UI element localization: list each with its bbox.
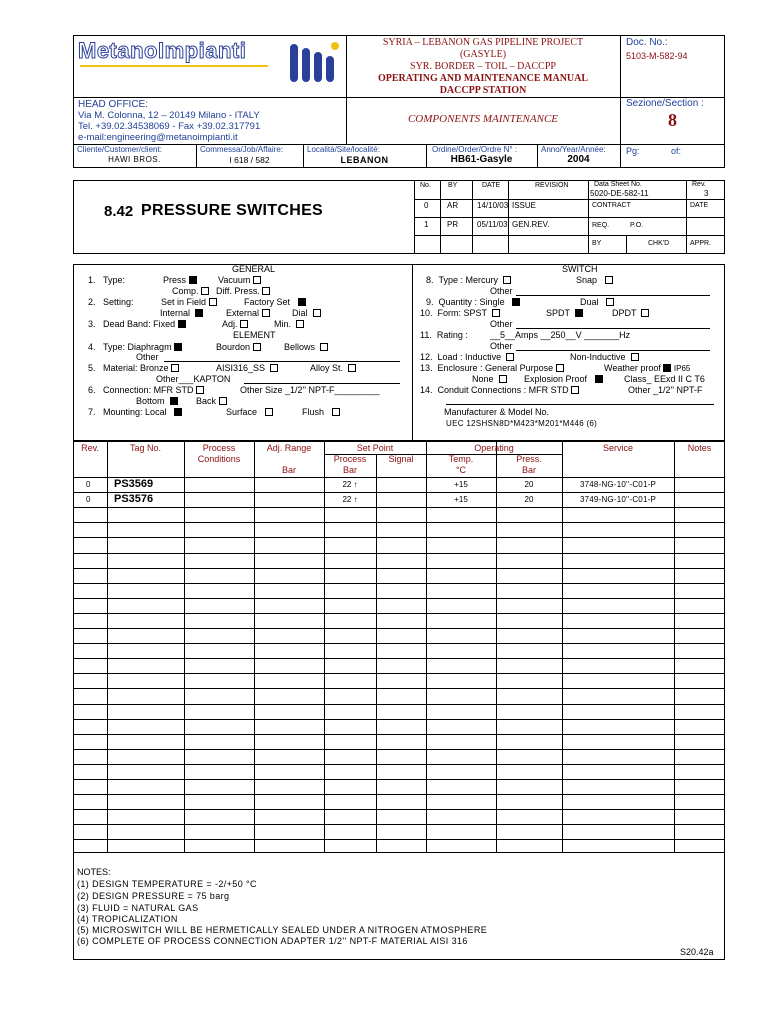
data-sheet-label: Data Sheet No. xyxy=(594,181,642,188)
press-checkbox[interactable] xyxy=(189,276,197,284)
external-checkbox[interactable] xyxy=(262,309,270,317)
spec-3-min: Min. xyxy=(274,320,304,329)
project-title-line3: SYR. BORDER – TOIL – DACCPP xyxy=(410,61,556,72)
spec-2: 2. Setting: xyxy=(88,297,134,307)
diaphragm-checkbox[interactable] xyxy=(174,343,182,351)
rev-col-revision: REVISION xyxy=(535,182,569,189)
spec-14-other: Other _1/2'' NPT-F xyxy=(628,385,703,395)
sheet-title-number: 8.42 xyxy=(104,203,134,220)
spec-13-explosion: Explosion Proof xyxy=(524,375,603,384)
general-heading: GENERAL xyxy=(232,264,276,274)
appr-label: APPR. xyxy=(690,240,712,247)
rev0-date: 14/10/03 xyxy=(477,201,509,210)
spec-6: 6. Connection: MFR STD xyxy=(88,386,204,395)
head-office-email: e-mail:engineering@metanoimpianti.it xyxy=(78,132,238,143)
rev-col-date: DATE xyxy=(482,182,501,189)
bronze-checkbox[interactable] xyxy=(171,364,179,372)
rev-value: 3 xyxy=(704,189,709,198)
grid-line xyxy=(73,522,725,523)
manufacturer-value: UEC 12SHSN8D*M423*M201*M446 (6) xyxy=(446,419,598,428)
grid-line xyxy=(73,477,725,478)
note-5: (5) MICROSWITCH WILL BE HERMETICALLY SEALED UNDER A NITROGEN ATMOSPHERE xyxy=(77,925,488,935)
spec-3-adj: Adj. xyxy=(222,320,248,329)
order-value: HB61-Gasyle xyxy=(450,154,513,165)
col-adj-header: Adj. Range xyxy=(266,443,312,453)
spec-13-class: Class_ EExd II C T6 xyxy=(624,374,705,384)
grid-line xyxy=(73,764,725,765)
doc-no-value: 5103-M-582-94 xyxy=(626,51,688,61)
spec-5-other: Other___KAPTON xyxy=(156,374,231,384)
form-code: S20.42a xyxy=(680,947,714,957)
grid-line xyxy=(73,779,725,780)
general-purpose-checkbox[interactable] xyxy=(556,364,564,372)
spec-4-bourdon: Bourdon xyxy=(216,343,261,352)
head-office-phone: Tel. +39.02.34538069 - Fax +39.02.317791 xyxy=(78,121,261,132)
factory-set-checkbox[interactable] xyxy=(298,298,306,306)
switch-heading: SWITCH xyxy=(562,264,598,274)
grid-line xyxy=(73,568,725,569)
spst-checkbox[interactable] xyxy=(492,309,500,317)
spec-2-dial: Dial xyxy=(292,309,321,318)
spec-5: 5. Material: Bronze xyxy=(88,364,179,373)
col-press-header: Press. xyxy=(516,454,542,464)
mfr-std-connection-checkbox[interactable] xyxy=(196,386,204,394)
spec-9: 9. Quantity : Single xyxy=(426,298,520,307)
spec-13: 13. Enclosure : General Purpose xyxy=(420,364,564,373)
rev0-revision: ISSUE xyxy=(512,201,537,210)
row2-rev: 0 xyxy=(86,495,91,504)
grid-line xyxy=(73,673,725,674)
notes-heading: NOTES: xyxy=(77,867,111,877)
doc-no-label: Doc. No.: xyxy=(626,37,668,48)
bellows-checkbox[interactable] xyxy=(320,343,328,351)
grid-line xyxy=(73,553,725,554)
spdt-checkbox[interactable] xyxy=(575,309,583,317)
weather-proof-checkbox[interactable] xyxy=(663,364,671,372)
grid-line xyxy=(73,658,725,659)
head-office-label: HEAD OFFICE: xyxy=(78,99,149,110)
spec-5-alloy: Alloy St. xyxy=(310,364,356,373)
note-4: (4) TROPICALIZATION xyxy=(77,914,178,924)
adj-checkbox[interactable] xyxy=(240,320,248,328)
row1-service: 3748-NG-10''-C01-P xyxy=(579,480,657,489)
grid-line xyxy=(73,688,725,689)
mfr-std-conduit-checkbox[interactable] xyxy=(571,386,579,394)
company-logo-icon xyxy=(286,38,344,86)
spec-14: 14. Conduit Connections : MFR STD xyxy=(420,386,579,395)
spec-8-other: Other xyxy=(490,286,513,296)
rev1-no: 1 xyxy=(424,220,429,229)
grid-line xyxy=(73,613,725,614)
inductive-checkbox[interactable] xyxy=(506,353,514,361)
spec-4-bellows: Bellows xyxy=(284,343,328,352)
col-rev-header: Rev. xyxy=(81,443,99,453)
notes-block xyxy=(73,853,725,960)
col-operating-header: Operating xyxy=(474,443,514,453)
non-inductive-checkbox[interactable] xyxy=(631,353,639,361)
po-label: P.O. xyxy=(630,222,644,229)
grid-line xyxy=(73,643,725,644)
rev1-date: 05/11/03 xyxy=(477,220,508,229)
rev0-by: AR xyxy=(447,201,459,210)
spec-11-other: Other xyxy=(490,341,513,351)
note-2: (2) DESIGN PRESSURE = 75 barg xyxy=(77,891,230,901)
spec-10-other: Other xyxy=(490,319,513,329)
page-of-label: of: xyxy=(671,146,682,156)
note-1: (1) DESIGN TEMPERATURE = -2/+50 °C xyxy=(77,879,257,889)
page-label: Pg: xyxy=(626,146,640,156)
dial-checkbox[interactable] xyxy=(313,309,321,317)
col-process-header: Process xyxy=(202,443,236,453)
chkd-label: CHK'D xyxy=(648,240,670,247)
row1-setpoint: 22 ↑ xyxy=(342,480,358,489)
dpdt-checkbox[interactable] xyxy=(641,309,649,317)
row2-temp: +15 xyxy=(454,495,468,504)
rev-col-by: BY xyxy=(448,182,458,189)
local-checkbox[interactable] xyxy=(174,408,182,416)
rev0-no: 0 xyxy=(424,201,429,210)
grid-line xyxy=(73,719,725,720)
spec-6-back: Back xyxy=(196,397,227,406)
grid-line xyxy=(73,809,725,810)
spec-5-aisi: AISI316_SS xyxy=(216,364,278,373)
col-notes-header: Notes xyxy=(687,443,712,453)
col-press-unit: Bar xyxy=(521,465,536,475)
spec-6-other: Other Size _1/2'' NPT-F_________ xyxy=(240,385,380,395)
row2-setpoint: 22 ↑ xyxy=(342,495,358,504)
alloy-checkbox[interactable] xyxy=(348,364,356,372)
vacuum-checkbox[interactable] xyxy=(253,276,261,284)
row1-press: 20 xyxy=(524,480,534,489)
col-service-header: Service xyxy=(602,443,633,453)
col-setpoint-process: Process xyxy=(333,454,367,464)
grid-line xyxy=(73,628,725,629)
mercury-checkbox[interactable] xyxy=(503,276,511,284)
site-label: Località/Site/localité: xyxy=(307,145,380,154)
col-tag-header: Tag No. xyxy=(129,443,162,453)
grid-line xyxy=(107,441,108,853)
section-value: 8 xyxy=(668,110,677,130)
grid-line xyxy=(73,507,725,508)
client-value: HAWI BROS. xyxy=(108,155,161,164)
grid-line xyxy=(73,749,725,750)
project-title-line4: OPERATING AND MAINTENANCE MANUAL xyxy=(377,73,589,84)
spec-8-snap: Snap xyxy=(576,276,613,285)
col-temp-unit: °C xyxy=(455,465,467,475)
spec-8: 8. Type : Mercury xyxy=(426,276,511,285)
spec-2-external: External xyxy=(226,309,270,318)
year-label: Anno/Year/Année: xyxy=(541,145,606,154)
req-label: REQ. xyxy=(592,222,610,229)
spec-13-weather: Weather proof IP65 xyxy=(604,363,691,373)
row2-service: 3749-NG-10''-C01-P xyxy=(579,495,657,504)
explosion-proof-checkbox[interactable] xyxy=(595,375,603,383)
spec-12-non-inductive: Non-Inductive xyxy=(570,353,639,362)
spec-2-field: Set in Field xyxy=(161,298,217,307)
spec-1-vacuum: Vacuum xyxy=(218,276,261,285)
manufacturer-label: Manufacturer & Model No. xyxy=(444,407,550,417)
row2-tag: PS3576 xyxy=(114,493,154,505)
sheet-title: PRESSURE SWITCHES xyxy=(141,202,324,219)
back-checkbox[interactable] xyxy=(219,397,227,405)
col-adj-bar: Bar xyxy=(281,465,296,475)
grid-line xyxy=(254,441,255,853)
rev-col-no: No. xyxy=(420,182,431,189)
head-office-address: Via M. Colonna, 12 – 20149 Milano - ITALY xyxy=(78,110,260,121)
dual-checkbox[interactable] xyxy=(606,298,614,306)
spec-4-other: Other xyxy=(136,352,159,362)
note-3: (3) FLUID = NATURAL GAS xyxy=(77,903,199,913)
comp-checkbox[interactable] xyxy=(201,287,209,295)
spec-6-bottom: Bottom xyxy=(136,397,178,406)
grid-line xyxy=(73,839,725,840)
logo-underline xyxy=(80,65,268,67)
grid-line xyxy=(73,583,725,584)
min-checkbox[interactable] xyxy=(296,320,304,328)
spec-7-flush: Flush xyxy=(302,408,340,417)
client-label: Cliente/Customer/client: xyxy=(77,145,162,154)
year-value: 2004 xyxy=(567,154,590,165)
order-label: Ordine/Order/Ordre N° : xyxy=(432,145,517,154)
grid-line xyxy=(73,704,725,705)
project-title-line2: (GASYLE) xyxy=(459,49,507,60)
by-label: BY xyxy=(592,240,602,247)
spec-9-dual: Dual xyxy=(580,298,614,307)
row1-tag: PS3569 xyxy=(114,478,154,490)
rev-label: Rev. xyxy=(692,181,706,188)
aisi316-checkbox[interactable] xyxy=(270,364,278,372)
project-title-line1: SYRIA – LEBANON GAS PIPELINE PROJECT xyxy=(382,37,584,48)
company-logo: MetanoImpianti xyxy=(78,38,247,63)
rev1-revision: GEN.REV. xyxy=(512,220,550,229)
fixed-checkbox[interactable] xyxy=(178,320,186,328)
grid-line xyxy=(674,441,675,853)
bottom-checkbox[interactable] xyxy=(170,397,178,405)
col-setpoint-header: Set Point xyxy=(356,443,394,453)
row1-rev: 0 xyxy=(86,480,91,489)
bourdon-checkbox[interactable] xyxy=(253,343,261,351)
date-label: DATE xyxy=(690,202,709,209)
site-value: LEBANON xyxy=(340,155,389,165)
spec-1-press: Press xyxy=(163,276,197,285)
contract-label: CONTRACT xyxy=(592,202,631,209)
spec-4: 4. Type: Diaphragm xyxy=(88,343,182,352)
spec-13-none: None xyxy=(472,375,507,384)
surface-checkbox[interactable] xyxy=(265,408,273,416)
spec-1-comp: Comp. xyxy=(172,287,209,296)
project-title-line5: DACCPP STATION xyxy=(439,85,527,96)
grid-line xyxy=(73,537,725,538)
spec-7-surface: Surface xyxy=(226,408,273,417)
spec-10-spdt: SPDT xyxy=(546,309,583,318)
col-temp-header: Temp. xyxy=(448,454,474,464)
spec-3: 3. Dead Band: Fixed xyxy=(88,320,186,329)
note-6: (6) COMPLETE OF PROCESS CONNECTION ADAPTER 1/2'' NPT-F MATERIAL AISI 316 xyxy=(77,936,468,946)
job-value: I 618 / 582 xyxy=(229,155,270,165)
rev1-by: PR xyxy=(447,220,459,229)
diff-press-checkbox[interactable] xyxy=(262,287,270,295)
row1-temp: +15 xyxy=(454,480,468,489)
spec-2-internal: Internal xyxy=(160,309,203,318)
spec-11-rating: __5__Amps __250__V _______Hz xyxy=(490,330,631,340)
spec-11: 11. Rating : xyxy=(420,330,468,340)
spec-7: 7. Mounting: Local xyxy=(88,408,182,417)
spec-1: 1. Type: xyxy=(88,275,126,285)
job-label: Commessa/Job/Affaire: xyxy=(200,145,283,154)
internal-checkbox[interactable] xyxy=(195,309,203,317)
flush-checkbox[interactable] xyxy=(332,408,340,416)
grid-line xyxy=(73,492,725,493)
grid-line xyxy=(73,794,725,795)
row2-press: 20 xyxy=(524,495,534,504)
set-in-field-checkbox[interactable] xyxy=(209,298,217,306)
grid-line xyxy=(184,441,185,853)
grid-line xyxy=(73,734,725,735)
snap-checkbox[interactable] xyxy=(605,276,613,284)
section-title: COMPONENTS MAINTENANCE xyxy=(407,113,559,125)
section-label: Sezione/Section : xyxy=(626,98,704,109)
none-checkbox[interactable] xyxy=(499,375,507,383)
data-sheet-value: 5020-DE-582-11 xyxy=(590,189,649,198)
spec-10-dpdt: DPDT xyxy=(612,309,649,318)
col-setpoint-bar: Bar xyxy=(342,465,357,475)
spec-1-diff: Diff. Press. xyxy=(216,287,270,296)
single-checkbox[interactable] xyxy=(512,298,520,306)
element-heading: ELEMENT xyxy=(233,330,276,340)
col-signal-header: Signal xyxy=(388,454,414,464)
grid-line xyxy=(73,598,725,599)
spec-12: 12. Load : Inductive xyxy=(420,353,514,362)
col-conditions-header: Conditions xyxy=(197,454,241,464)
spec-2-factory: Factory Set xyxy=(244,298,306,307)
spec-10: 10. Form: SPST xyxy=(420,309,500,318)
grid-line xyxy=(73,824,725,825)
